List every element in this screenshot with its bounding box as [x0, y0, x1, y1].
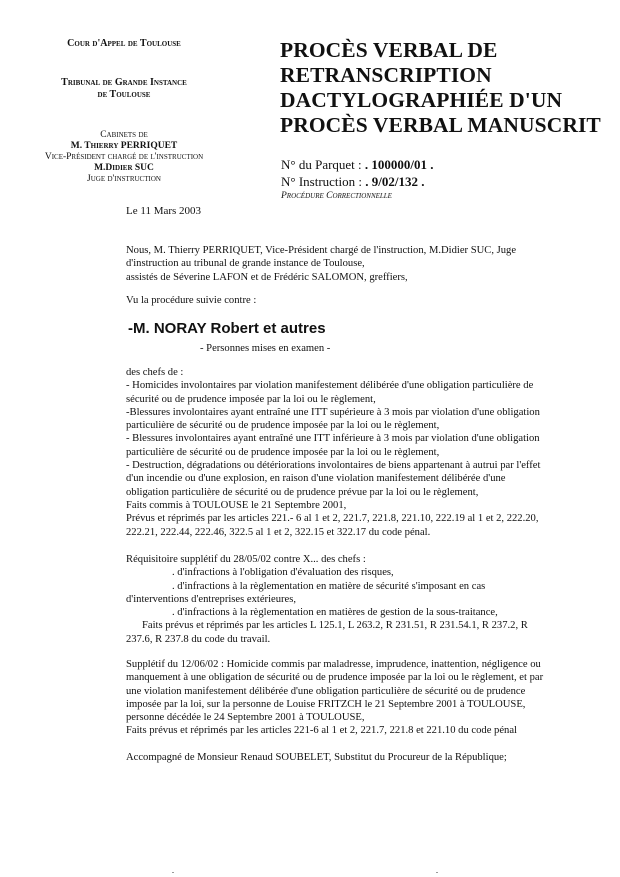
title-line-4: PROCÈS VERBAL MANUSCRIT	[280, 113, 601, 137]
title-line-1: PROCÈS VERBAL DE	[280, 38, 498, 62]
charge-line: Prévus et réprimés par les articles 221.- 6 al 1 et 2, 221.7, 221.8, 221.10, 222.19 al 1 et 2, 222.20,	[126, 513, 539, 525]
intro-paragraph	[126, 244, 588, 284]
suppletif-block	[126, 658, 588, 738]
judge2-role: Juge d'instruction	[87, 174, 161, 184]
requisitoire-item-cont: d'interventions d'entreprises extérieures,	[126, 593, 297, 605]
suppletif-line: manquement à une obligation de sécurité ou de prudence imposée par la loi ou le règlement, et par	[126, 672, 544, 684]
tribunal-line-1: Tribunal de Grande Instance	[61, 77, 187, 88]
judge1-role: Vice-Président chargé de l'instruction	[44, 152, 204, 162]
requisitoire-title: Réquisitoire supplétif du 28/05/02 contre X... des chefs :	[126, 554, 366, 565]
parquet-reference	[281, 157, 434, 172]
accused-name: -M. NORAY Robert et autres	[128, 320, 326, 337]
charge-line: -Blessures involontaires ayant entraîné une ITT supérieure à 3 mois par violation d'une obligation	[126, 406, 540, 418]
suppletif-line: Faits prévus et réprimés par les articles 221-6 al 1 et 2, 221.7, 221.8 et 221.10 du code pénal	[126, 725, 517, 737]
judge1-name: M. Thierry PERRIQUET	[70, 141, 178, 151]
charge-line: particulière de sécurité ou de prudence imposée par la loi ou le règlement,	[126, 420, 440, 432]
suppletif-line: imposée par la loi, sur la personne de Louise FRITZCH le 21 Septembre 2001 à TOULOUSE,	[126, 698, 526, 710]
title-line-2: RETRANSCRIPTION	[280, 63, 492, 87]
requisitoire-item: . d'infractions à la règlementation en matière de sécurité s'imposant en cas	[172, 580, 486, 592]
instruction-label: N° Instruction :	[281, 174, 363, 189]
charge-line: obligation particulière de sécurité ou de prudence prévue par la loi ou le règlement,	[126, 486, 479, 498]
scan-speck	[172, 872, 174, 873]
charge-line: 222.21, 222.44, 222.46, 322.5 al 1 et 2, 322.15 et 322.17 du code pénal.	[126, 526, 431, 538]
intro-line: assistés de Séverine LAFON et de Frédéric SALOMON, greffiers,	[126, 271, 408, 283]
charge-line: particulière de sécurité ou de prudence imposée par la loi ou le règlement,	[126, 446, 440, 458]
charge-line: sécurité ou de prudence imposée par la loi ou le règlement,	[126, 393, 376, 405]
title-line-3: DACTYLOGRAPHIÉE D'UN	[280, 88, 563, 112]
requisitoire-faits: Faits prévus et réprimés par les articles L 125.1, L 263.2, R 231.51, R 231.54.1, R 237.2, R	[142, 620, 528, 632]
procedure-type: Procédure Correctionnelle	[281, 191, 392, 201]
intro-line: Nous, M. Thierry PERRIQUET, Vice-Président chargé de l'instruction, M.Didier SUC, Juge	[126, 245, 517, 256]
cabinets-block	[18, 130, 230, 185]
charge-line: Faits commis à TOULOUSE le 21 Septembre 2001,	[126, 499, 347, 511]
requisitoire-item: . d'infractions à l'obligation d'évaluation des risques,	[172, 567, 394, 579]
charge-line: - Destruction, dégradations ou détériorations involontaires de biens appartenant à autrui par l'effet	[126, 460, 541, 472]
instruction-number: . 9/02/132 .	[362, 174, 425, 189]
suppletif-line: une violation manifestement délibérée d'une obligation particulière de sécurité ou de prudence	[126, 685, 526, 697]
document-date: Le 11 Mars 2003	[126, 205, 202, 217]
court-name: Cour d'Appel de Toulouse	[67, 38, 181, 49]
accused-status: - Personnes mises en examen -	[200, 343, 331, 354]
suppletif-line: personne décédée le 24 Septembre 2001 à TOULOUSE,	[126, 712, 365, 724]
document-title	[280, 38, 610, 138]
requisitoire-faits: 237.6, R 237.8 du code du travail.	[126, 633, 271, 645]
charge-line: des chefs de :	[126, 367, 184, 378]
vu-line: Vu la procédure suivie contre :	[126, 295, 257, 306]
tribunal-line-2: de Toulouse	[97, 89, 151, 100]
charge-line: - Blessures involontaires ayant entraîné une ITT inférieure à 3 mois par violation d'une obligation	[126, 433, 540, 445]
instruction-reference	[281, 174, 425, 189]
intro-line: d'instruction au tribunal de grande instance de Toulouse,	[126, 258, 365, 270]
accompagne-line: Accompagné de Monsieur Renaud SOUBELET, Substitut du Procureur de la République;	[126, 752, 507, 763]
charge-line: d'un incendie ou d'une explosion, en raison d'une violation manifestement délibérée d'une	[126, 473, 506, 485]
charges-list	[126, 366, 588, 539]
judge2-name: M.Didier SUC	[94, 163, 154, 173]
requisitoire-block	[126, 553, 588, 646]
parquet-number: . 100000/01 .	[361, 157, 434, 172]
requisitoire-item: . d'infractions à la règlementation en matières de gestion de la sous-traitance,	[172, 607, 498, 619]
suppletif-line: Supplétif du 12/06/02 : Homicide commis par maladresse, imprudence, inattention, négligence ou	[126, 659, 541, 670]
parquet-label: N° du Parquet :	[281, 157, 362, 172]
charge-line: - Homicides involontaires par violation manifestement délibérée d'une obligation particulière de	[126, 380, 534, 392]
cabinets-label: Cabinets de	[100, 130, 148, 140]
tribunal-name	[18, 77, 230, 101]
scan-speck	[436, 872, 438, 873]
